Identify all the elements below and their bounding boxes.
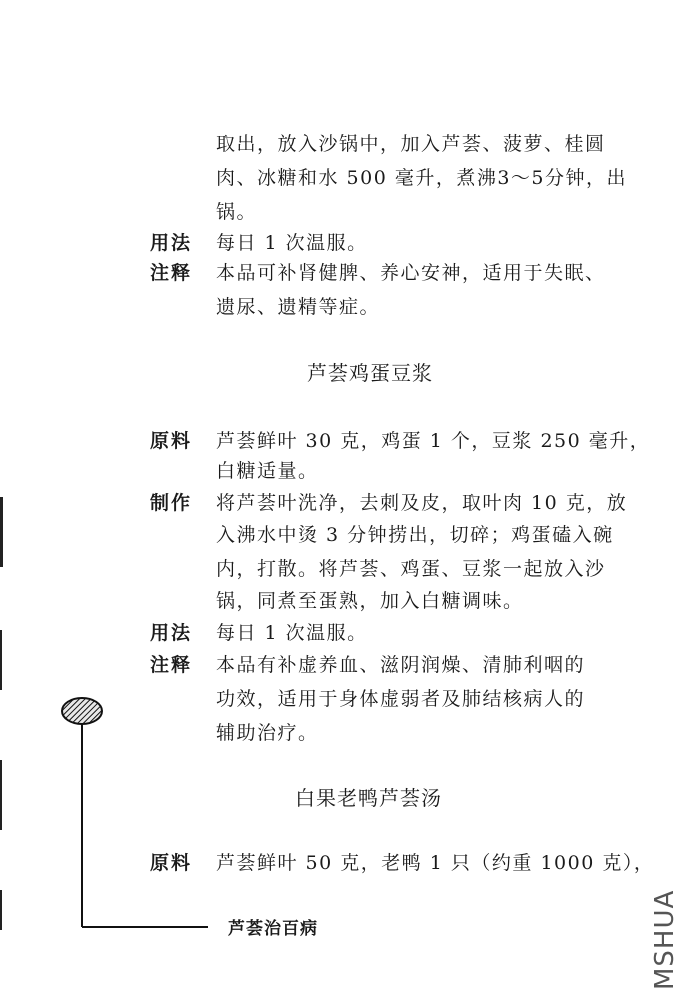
left-edge-mark-3 bbox=[0, 760, 2, 830]
note-2-line-2: 功效，适用于身体虚弱者及肺结核病人的 bbox=[216, 688, 586, 710]
running-footer-title: 芦荟治百病 bbox=[228, 919, 318, 939]
continuation-line-3: 锅。 bbox=[216, 201, 258, 223]
recipe-title: 芦荟鸡蛋豆浆 bbox=[307, 361, 433, 385]
recipe-title-2: 白果老鸭芦荟汤 bbox=[295, 786, 442, 810]
ingredients-3-line-1: 芦荟鲜叶 50 克，老鸭 1 只（约重 1000 克）， bbox=[216, 852, 655, 874]
book-ornament-icon bbox=[60, 695, 210, 935]
continuation-line-1: 取出，放入沙锅中，加入芦荟、菠萝、桂圆 bbox=[216, 133, 606, 155]
ingredients-label-2: 原料 bbox=[150, 852, 193, 874]
usage-text: 每日 1 次温服。 bbox=[216, 232, 368, 254]
making-line-1: 将芦荟叶洗净，去刺及皮，取叶肉 10 克，放 bbox=[216, 492, 628, 514]
usage-label-2: 用法 bbox=[150, 622, 193, 644]
ingredients-line-2: 白糖适量。 bbox=[216, 460, 319, 482]
making-line-2: 入沸水中烫 3 分钟捞出，切碎；鸡蛋磕入碗 bbox=[216, 524, 614, 546]
usage-text-2: 每日 1 次温服。 bbox=[216, 622, 368, 644]
note-label: 注释 bbox=[150, 262, 193, 284]
ornament-oval bbox=[62, 698, 102, 724]
left-edge-mark-1 bbox=[0, 497, 3, 567]
ingredients-label: 原料 bbox=[150, 430, 193, 452]
note-2-line-3: 辅助治疗。 bbox=[216, 722, 319, 744]
note-2-line-1: 本品有补虚养血、滋阴润燥、清肺利咽的 bbox=[216, 654, 586, 676]
note-line-2: 遗尿、遗精等症。 bbox=[216, 296, 381, 318]
note-line-1: 本品可补肾健脾、养心安神，适用于失眠、 bbox=[216, 262, 606, 284]
note-label-2: 注释 bbox=[150, 654, 193, 676]
continuation-line-2: 肉、冰糖和水 500 毫升，煮沸3～5分钟，出 bbox=[216, 167, 628, 189]
left-edge-mark-4 bbox=[0, 890, 2, 930]
making-line-4: 锅，同煮至蛋熟，加入白糖调味。 bbox=[216, 590, 524, 612]
watermark-text: MSHUA bbox=[650, 889, 680, 990]
making-label: 制作 bbox=[150, 492, 193, 514]
usage-label: 用法 bbox=[150, 232, 193, 254]
making-line-3: 内，打散。将芦荟、鸡蛋、豆浆一起放入沙 bbox=[216, 558, 606, 580]
ingredients-line-1: 芦荟鲜叶 30 克，鸡蛋 1 个，豆浆 250 毫升， bbox=[216, 430, 651, 452]
left-edge-mark-2 bbox=[0, 630, 2, 690]
